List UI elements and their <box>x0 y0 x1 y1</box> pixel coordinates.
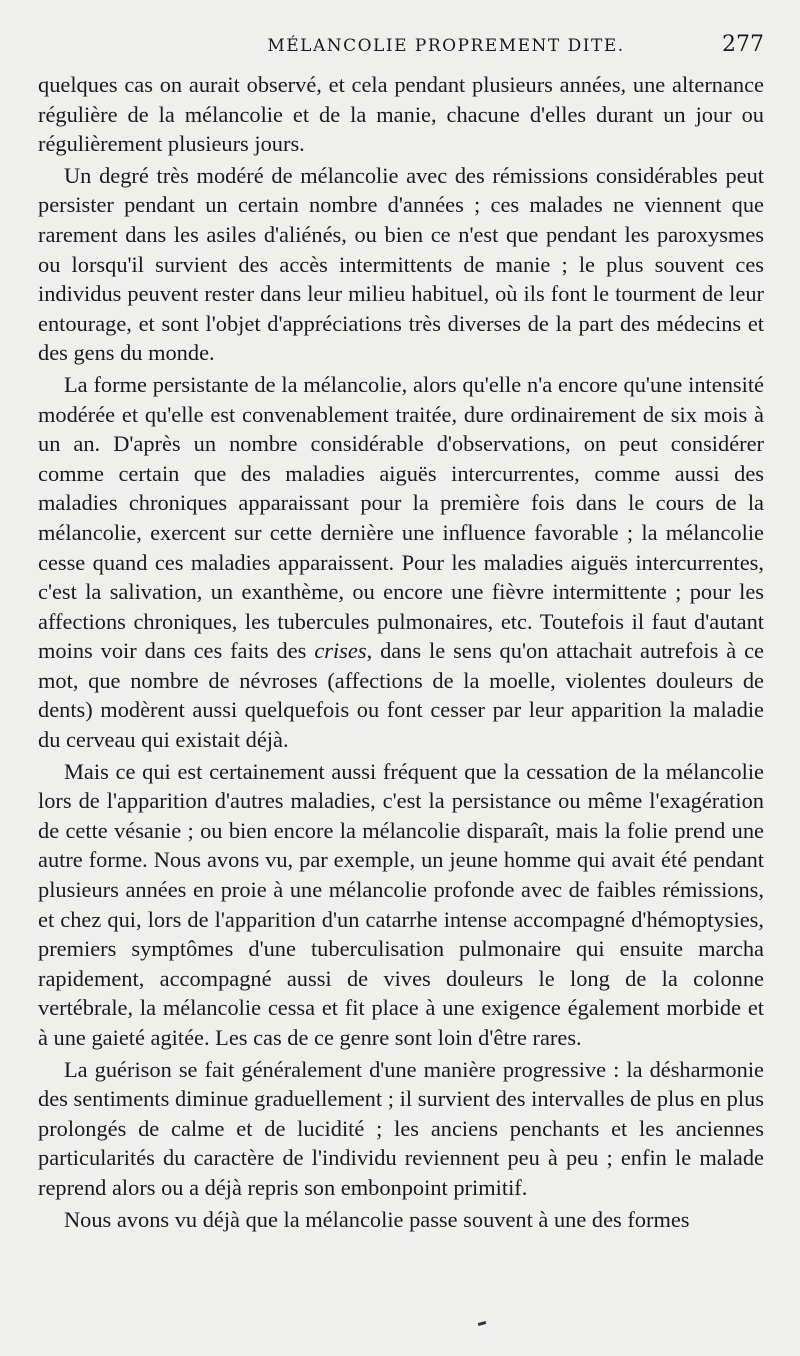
paragraph-3-text-b: , dans le sens qu'on attachait autrefois à ce mot, que nombre de névroses (affections de la moelle, violentes douleurs de dents) modèrent aussi quelquefois ou font cesser par leur apparition la maladie du cerveau qui existait déjà. <box>38 638 764 753</box>
paragraph-2: Un degré très modéré de mélancolie avec des rémissions considérables peut persister pendant un certain nombre d'années ; ces malades ne viennent que rarement dans les asiles d'aliénés, ou bien ce n'est que pendant les paroxysmes ou lorsqu'il survient des accès intermittents de manie ; le plus souvent ces individus peuvent rester dans leur milieu habituel, où ils font le tourment de leur entourage, et sont l'objet d'appréciations très diverses de la part des médecins et des gens du monde. <box>38 162 764 366</box>
paragraph-1: quelques cas on aurait observé, et cela pendant plusieurs années, une alternance régulière de la mélancolie et de la manie, chacune d'elles durant un jour ou régulièrement plusieurs jours. <box>38 72 764 157</box>
paragraph-3-text-a: La forme persistante de la mélancolie, alors qu'elle n'a encore qu'une intensité modérée et qu'elle est convenablement traitée, dure ordinairement de six mois à un an. D'après un nombre considérable d'observations, on peut considérer comme certain que des maladies aiguës intercurrentes, comme aussi des maladies chroniques apparaissant pour la première fois dans le cours de la mélancolie, exercent sur cette dernière une influence favorable ; la mélancolie cesse quand ces maladies apparaissent. Pour les maladies aiguës intercurrentes, c'est la salivation, un exanthème, ou encore une fièvre intermittente ; pour les affections chroniques, les tubercules pulmonaires, etc. Toutefois il faut d'autant moins voir dans ces faits des <box>38 371 764 664</box>
paragraph-6: Nous avons vu déjà que la mélancolie passe souvent à une des formes <box>64 1206 690 1232</box>
italic-crises: crises <box>314 638 367 664</box>
paragraph-3 <box>38 370 764 755</box>
running-head: MÉLANCOLIE PROPREMENT DITE. <box>267 36 625 56</box>
paragraph-5: La guérison se fait généralement d'une manière progressive : la désharmonie des sentiments diminue graduellement ; il survient des intervalles de plus en plus prolongés de calme et de lucidité ; les anciens penchants et les anciennes particularités du caractère de l'individu reviennent peu à peu ; enfin le malade reprend alors ou a déjà repris son embonpoint primitif. <box>38 1056 764 1200</box>
page-number: 277 <box>722 32 764 57</box>
paragraph-4: Mais ce qui est certainement aussi fréquent que la cessation de la mélancolie lors de l'apparition d'autres maladies, c'est la persistance ou même l'exagération de cette vésanie ; ou bien encore la mélancolie disparaît, mais la folie prend une autre forme. Nous avons vu, par exemple, un jeune homme qui avait été pendant plusieurs années en proie à une mélancolie profonde avec de faibles rémissions, et chez qui, lors de l'apparition d'un catarrhe intense accompagné d'hémoptysies, premiers symptômes d'une tuberculisation pulmonaire qui ensuite marcha rapidement, accompagné aussi de vives douleurs le long de la colonne vertébrale, la mélancolie cessa et fit place à une exigence également morbide et à une gaieté agitée. Les cas de ce genre sont loin d'être rares. <box>38 758 764 1050</box>
page-header <box>38 32 764 70</box>
ink-mark <box>478 1321 487 1326</box>
page-body <box>38 70 764 1234</box>
